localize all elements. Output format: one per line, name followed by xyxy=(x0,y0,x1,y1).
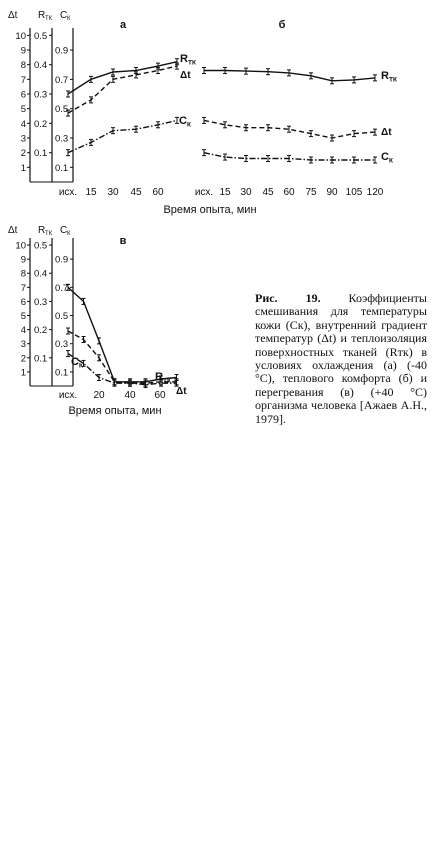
panel-v-dt-tick-label: 7 xyxy=(20,282,26,294)
bottom-x-axis-title: Время опыта, мин xyxy=(68,405,162,417)
panel-a-series-line-1 xyxy=(68,66,177,113)
panel-v-series-label: Δt xyxy=(176,386,187,397)
panel-a-ck-label: C xyxy=(60,10,68,21)
panel-v-dt-tick-label: 6 xyxy=(20,296,26,308)
caption-bold: Рис. 19. xyxy=(255,291,321,305)
panel-b-x-tick-label: 60 xyxy=(283,187,295,198)
panel-b-x-tick-label: 105 xyxy=(345,187,363,198)
panel-b-series-label: R xyxy=(381,70,389,82)
panel-v-series-line-0 xyxy=(68,287,177,382)
panel-a-dt-tick-label: 1 xyxy=(20,162,26,174)
panel-v-rtk-tick-label: 0.2 xyxy=(34,325,48,337)
panel-v-ck-tick-label: 0.7 xyxy=(55,282,69,294)
panel-v-ck-tick-label: 0.5 xyxy=(55,311,69,323)
panel-v-dt-tick-label: 1 xyxy=(20,367,26,379)
panel-v-rtk-tick-label: 0.5 xyxy=(34,240,48,252)
panel-a-rtk-tick-label: 0.2 xyxy=(34,118,48,130)
panel-a-series-label-sub: ТК xyxy=(188,59,196,67)
panel-a-ck-tick-label: 0.7 xyxy=(55,74,69,86)
panel-v-rtk-tick-label: 0.1 xyxy=(34,353,48,365)
panel-b-x-tick-label: 30 xyxy=(240,187,252,198)
figure-caption xyxy=(255,292,427,426)
panel-v-dt-tick-label: 8 xyxy=(20,268,26,280)
panel-a-dt-tick-label: 10 xyxy=(15,30,26,42)
panel-a-dt-tick-label: 7 xyxy=(20,74,26,86)
panel-v-x-tick-label: 20 xyxy=(93,390,105,401)
panel-v-rtk-tick-label: 0.3 xyxy=(34,296,48,308)
panel-v-x-tick-label: исх. xyxy=(58,390,78,401)
panel-b-x-tick-label: 120 xyxy=(366,187,384,198)
panel-a-x-tick-label: 30 xyxy=(107,187,119,198)
panel-v-ck-tick-label: 0.3 xyxy=(55,339,69,351)
panel-v-series-label-sub: К xyxy=(79,362,83,370)
panel-a-ck-tick-label: 0.9 xyxy=(55,45,69,57)
panel-a-dt-tick-label: 3 xyxy=(20,133,26,145)
panel-b-title: б xyxy=(278,19,286,31)
panel-a-series-label: Δt xyxy=(180,70,191,81)
panel-a-rtk-tick-label: 0.3 xyxy=(34,89,48,101)
panel-v-dt-tick-label: 4 xyxy=(20,325,26,337)
panel-b-series-label: C xyxy=(381,151,389,163)
panel-a-rtk-tick-label: 0.1 xyxy=(34,148,48,160)
panel-b-x-tick-label: 90 xyxy=(326,187,338,198)
panel-v-x-tick-label: 60 xyxy=(154,390,166,401)
panel-b-series-label-sub: ТК xyxy=(389,76,397,84)
panel-a-title: а xyxy=(119,19,127,31)
panel-a-rtk-tick-label: 0.5 xyxy=(34,30,48,42)
panel-a-dt-label: Δt xyxy=(8,10,18,21)
panel-a-x-tick-label: 15 xyxy=(85,187,97,198)
panel-b-series-label: Δt xyxy=(381,127,392,138)
panel-v-ck-tick-label: 0.1 xyxy=(55,367,69,379)
panel-v-rtk-tick-label: 0.4 xyxy=(34,268,48,280)
caption-text: Коэффициенты смешивания для температуры кожи (Cк), внутренний градиент температур (Δt) и теплоизоляция поверхностных тканей (Rтк) в условиях охлаждения (а) (-40 °C), теплового комфорта (б) и перегревания (в) (+40 °C) организма человека [Ажаев А.Н., 1979]. xyxy=(255,291,427,426)
panel-b-x-tick-label: 45 xyxy=(262,187,274,198)
panel-a-ck-tick-label: 0.5 xyxy=(55,104,69,116)
panel-v-ck-label: C xyxy=(60,225,68,236)
panel-a-dt-tick-label: 4 xyxy=(20,118,26,130)
panel-a-rtk-tick-label: 0.4 xyxy=(34,60,48,72)
panel-v-dt-tick-label: 3 xyxy=(20,339,26,351)
panel-a-x-tick-label: исх. xyxy=(58,187,78,198)
panel-a-series-label-sub: К xyxy=(187,121,191,129)
panel-a-ck-tick-label: 0.1 xyxy=(55,162,69,174)
panel-v-dt-tick-label: 10 xyxy=(15,240,26,252)
panel-b-x-tick-label: 75 xyxy=(305,187,317,198)
panel-v-dt-tick-label: 2 xyxy=(20,353,26,365)
panel-v-dt-tick-label: 9 xyxy=(20,254,26,266)
panel-a-dt-tick-label: 9 xyxy=(20,45,26,57)
panel-v-ck-sub: К xyxy=(67,231,71,237)
panel-v-dt-tick-label: 5 xyxy=(20,311,26,323)
panel-a-series-label: C xyxy=(179,115,187,127)
panel-b-series-label-sub: К xyxy=(389,157,393,165)
panel-a-ck-tick-label: 0.3 xyxy=(55,133,69,145)
panel-a-dt-tick-label: 6 xyxy=(20,89,26,101)
panel-a-series-label: R xyxy=(180,53,188,65)
panel-v-rtk-label: R xyxy=(38,225,46,236)
panel-a-series-line-2 xyxy=(68,120,177,152)
panel-v-x-tick-label: 40 xyxy=(124,390,136,401)
panel-v-ck-tick-label: 0.9 xyxy=(55,254,69,266)
panel-a-ck-sub: К xyxy=(67,16,71,22)
top-x-axis-title: Время опыта, мин xyxy=(163,204,257,216)
panel-v-rtk-sub: ТК xyxy=(45,231,53,237)
panel-a-dt-tick-label: 5 xyxy=(20,104,26,116)
panel-a-rtk-sub: ТК xyxy=(45,16,53,22)
panel-a-dt-tick-label: 8 xyxy=(20,60,26,72)
panel-a-x-tick-label: 45 xyxy=(130,187,142,198)
panel-v-series-label: C xyxy=(71,356,79,368)
panel-v-dt-label: Δt xyxy=(8,225,18,236)
panel-a-rtk-label: R xyxy=(38,10,46,21)
panel-a-dt-tick-label: 2 xyxy=(20,148,26,160)
panel-v-series-label-sub: ТК xyxy=(163,377,171,385)
panel-b-x-tick-label: 15 xyxy=(219,187,231,198)
panel-a-x-tick-label: 60 xyxy=(152,187,164,198)
panel-v-series-label: R xyxy=(155,371,163,383)
panel-b-x-tick-label: исх. xyxy=(194,187,214,198)
panel-v-title: в xyxy=(119,235,127,247)
